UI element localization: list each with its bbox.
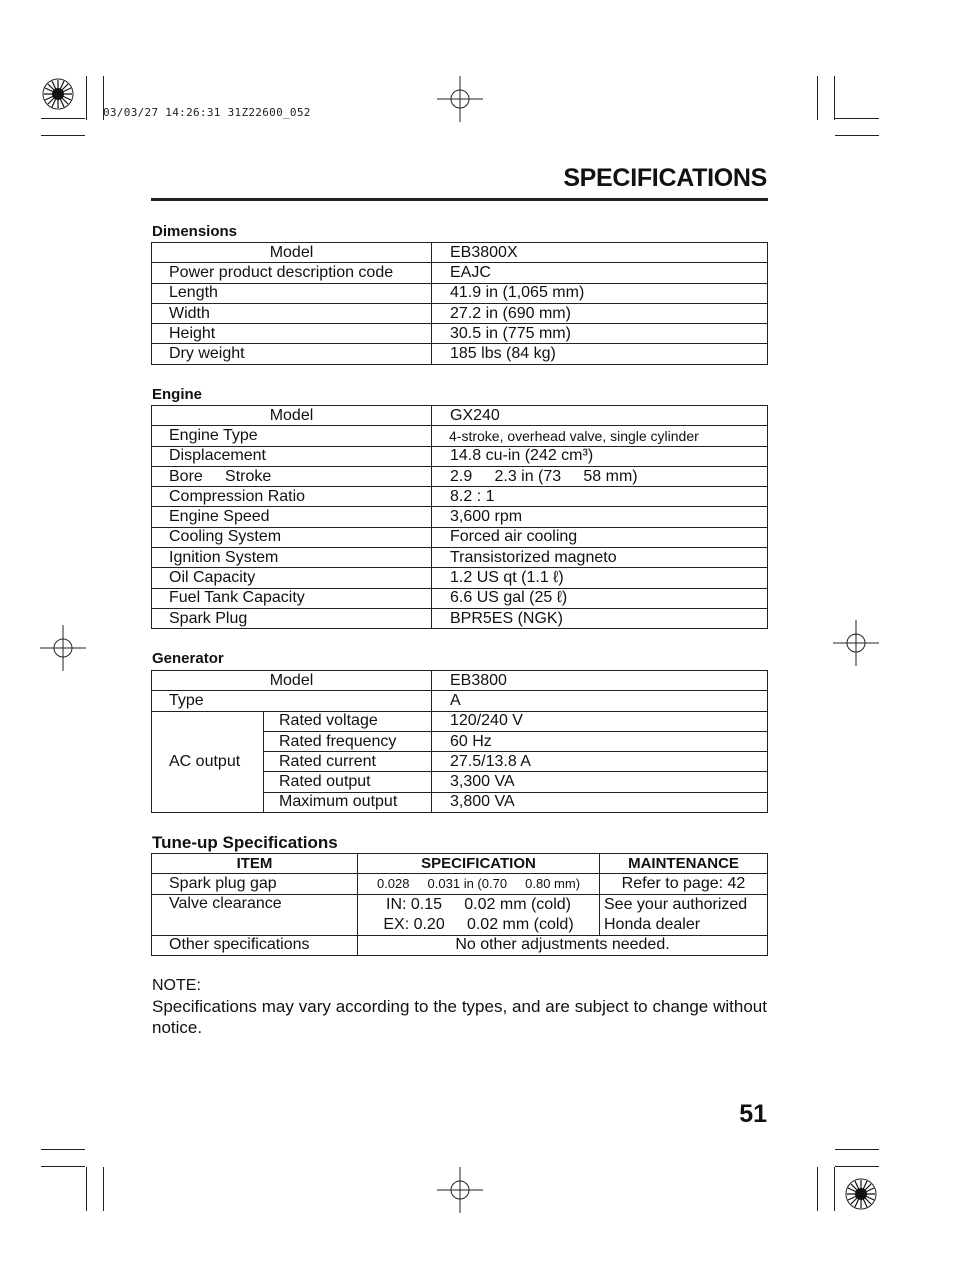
spec-label: Model <box>152 671 432 691</box>
tuneup-maintenance <box>600 894 768 935</box>
print-stamp: 03/03/27 14:26:31 31Z22600_052 <box>103 106 311 119</box>
table-row <box>152 894 768 935</box>
table-header-row <box>152 854 768 874</box>
spec-label: Displacement <box>152 446 432 466</box>
spec-label: Power product description code <box>152 263 432 283</box>
generator-table <box>151 670 768 813</box>
dimensions-heading: Dimensions <box>152 223 238 240</box>
valve-spec-ex: EX: 0.20 0.02 mm (cold) <box>383 915 574 933</box>
table-row <box>152 711 768 731</box>
table-row <box>152 487 768 507</box>
spec-label: Height <box>152 324 432 344</box>
tuneup-spec: 0.028 0.031 in (0.70 0.80 mm) <box>358 874 600 894</box>
spec-value: 3,600 rpm <box>432 507 768 527</box>
tuneup-item: Other specifications <box>152 935 358 955</box>
title-rule <box>151 198 768 201</box>
table-row <box>152 568 768 588</box>
spec-label: Oil Capacity <box>152 568 432 588</box>
table-row <box>152 608 768 628</box>
page-number: 51 <box>739 1100 767 1128</box>
table-row <box>152 243 768 263</box>
tuneup-heading: Tune-up Specifications <box>152 833 338 852</box>
page-title: SPECIFICATIONS <box>563 164 767 192</box>
table-row <box>152 548 768 568</box>
spec-value: 3,800 VA <box>432 792 768 812</box>
spec-value: EAJC <box>432 263 768 283</box>
spec-label: Model <box>152 243 432 263</box>
tuneup-spec: No other adjustments needed. <box>358 935 768 955</box>
spec-value: BPR5ES (NGK) <box>432 608 768 628</box>
table-row <box>152 588 768 608</box>
spec-value: EB3800X <box>432 243 768 263</box>
valve-maintenance-line: Honda dealer <box>604 915 701 933</box>
ac-output-label: AC output <box>152 711 264 812</box>
spec-value: 3,300 VA <box>432 772 768 792</box>
engine-table <box>151 405 768 629</box>
table-row <box>152 446 768 466</box>
spec-value: 27.5/13.8 A <box>432 752 768 772</box>
spec-value: 1.2 US qt (1.1 ℓ) <box>432 568 768 588</box>
table-row <box>152 406 768 426</box>
spec-value: 120/240 V <box>432 711 768 731</box>
spec-value: 27.2 in (690 mm) <box>432 303 768 323</box>
table-row <box>152 283 768 303</box>
spec-value: A <box>432 691 768 711</box>
spec-label: Bore Stroke <box>152 466 432 486</box>
tuneup-maintenance: Refer to page: 42 <box>600 874 768 894</box>
column-header: MAINTENANCE <box>600 854 768 874</box>
spec-label: Type <box>152 691 432 711</box>
spec-value: EB3800 <box>432 671 768 691</box>
registration-target-icon <box>843 1176 879 1212</box>
table-row <box>152 691 768 711</box>
tuneup-item: Spark plug gap <box>152 874 358 894</box>
spec-value: 6.6 US gal (25 ℓ) <box>432 588 768 608</box>
spec-label: Engine Speed <box>152 507 432 527</box>
table-row <box>152 466 768 486</box>
table-row <box>152 874 768 894</box>
table-row <box>152 935 768 955</box>
column-header: ITEM <box>152 854 358 874</box>
spec-value: 185 lbs (84 kg) <box>432 344 768 364</box>
note-label: NOTE: <box>152 977 201 994</box>
spec-value: 4-stroke, overhead valve, single cylinder <box>432 426 768 446</box>
spec-label: Rated voltage <box>264 711 432 731</box>
crosshair-icon <box>833 620 879 666</box>
table-row <box>152 671 768 691</box>
note-text: Specifications may vary according to the types, and are subject to change without notice. <box>152 997 767 1037</box>
spec-value: Forced air cooling <box>432 527 768 547</box>
spec-label: Ignition System <box>152 548 432 568</box>
spec-label: Compression Ratio <box>152 487 432 507</box>
valve-maintenance-line: See your authorized <box>604 895 748 913</box>
table-row <box>152 303 768 323</box>
spec-label: Model <box>152 406 432 426</box>
table-row <box>152 426 768 446</box>
spec-value: 8.2 : 1 <box>432 487 768 507</box>
spec-value: GX240 <box>432 406 768 426</box>
spec-label: Fuel Tank Capacity <box>152 588 432 608</box>
table-row <box>152 263 768 283</box>
spec-label: Rated output <box>264 772 432 792</box>
table-row <box>152 344 768 364</box>
spec-value: 14.8 cu-in (242 cm³) <box>432 446 768 466</box>
tuneup-spec <box>358 894 600 935</box>
spec-label: Maximum output <box>264 792 432 812</box>
spec-label: Engine Type <box>152 426 432 446</box>
generator-heading: Generator <box>152 650 224 667</box>
crosshair-icon <box>40 625 86 671</box>
tuneup-item: Valve clearance <box>152 894 358 935</box>
spec-value: Transistorized magneto <box>432 548 768 568</box>
table-row <box>152 507 768 527</box>
spec-label: Spark Plug <box>152 608 432 628</box>
tuneup-table <box>151 853 768 956</box>
spec-label: Rated current <box>264 752 432 772</box>
spec-value: 30.5 in (775 mm) <box>432 324 768 344</box>
spec-value: 2.9 2.3 in (73 58 mm) <box>432 466 768 486</box>
spec-value: 60 Hz <box>432 731 768 751</box>
spec-label: Dry weight <box>152 344 432 364</box>
spec-label: Rated frequency <box>264 731 432 751</box>
table-row <box>152 527 768 547</box>
crosshair-icon <box>437 76 483 122</box>
spec-label: Length <box>152 283 432 303</box>
crosshair-icon <box>437 1167 483 1213</box>
spec-value: 41.9 in (1,065 mm) <box>432 283 768 303</box>
registration-target-icon <box>40 76 76 112</box>
column-header: SPECIFICATION <box>358 854 600 874</box>
valve-spec-in: IN: 0.15 0.02 mm (cold) <box>386 895 571 913</box>
spec-label: Cooling System <box>152 527 432 547</box>
spec-label: Width <box>152 303 432 323</box>
dimensions-table <box>151 242 768 365</box>
engine-heading: Engine <box>152 386 203 403</box>
table-row <box>152 324 768 344</box>
